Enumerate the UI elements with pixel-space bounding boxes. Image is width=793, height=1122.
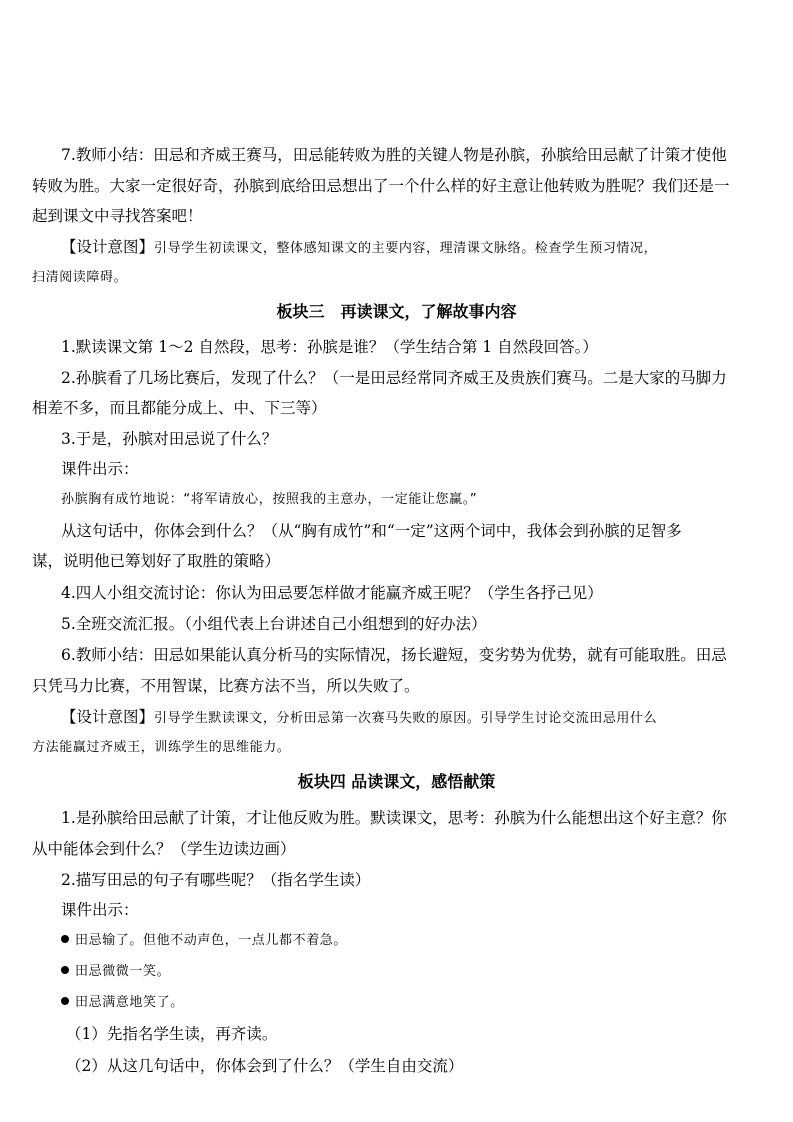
text-line: 转败为胜。大家一定很好奇，孙膑到底给田忌想出了一个什么样的好主意让他转败为胜呢？我们还是一 [32, 177, 730, 195]
text-line: 起到课文中寻找答案吧！ [32, 207, 203, 225]
text-line: 谋，说明他已筹划好了取胜的策略） [32, 552, 281, 570]
design-intent-line [61, 707, 761, 729]
bullet-item: 田忌微微一笑。 [61, 962, 761, 982]
text-line: 从这句话中，你体会到什么？（从“胸有成竹”和“一定”这两个词中，我体会到孙膑的足智多 [61, 522, 682, 540]
design-intent-text: 引导学生默读课文，分析田忌第一次赛马失败的原因。引导学生讨论交流田忌用什么 [154, 711, 658, 726]
text-line: 相差不多，而且都能分成上、中、下三等） [32, 399, 327, 417]
bullet-icon [61, 935, 69, 943]
text-line: 只凭马力比赛，不用智谋，比赛方法不当，所以失败了。 [32, 677, 420, 695]
design-intent-tag: 【设计意图】 [61, 238, 155, 256]
text-line: 课件出示： [61, 901, 139, 919]
text-line: 扫清阅读障碍。 [32, 270, 128, 285]
text-line: （2）从这几句话中，你体会到了什么？（学生自由交流） [66, 1057, 464, 1075]
bullet-item: 田忌输了。但他不动声色，一点儿都不着急。 [61, 931, 761, 951]
text-line: 从中能体会到什么？（学生边读边画） [32, 840, 296, 858]
design-intent-text: 引导学生初读课文，整体感知课文的主要内容，理清课文脉络。检查学生预习情况， [154, 241, 658, 256]
text-line: 7.教师小结：田忌和齐威王赛马，田忌能转败为胜的关键人物是孙膑，孙膑给田忌献了计策才使他 [61, 146, 727, 164]
text-line: 6.教师小结：田忌如果能认真分析马的实际情况，扬长避短，变劣势为优势，就有可能取胜。田忌 [61, 646, 727, 664]
text-line: 1.是孙膑给田忌献了计策，才让他反败为胜。默读课文，思考：孙膑为什么能想出这个好主意？你 [61, 809, 727, 827]
bullet-icon [61, 997, 69, 1005]
text-line: 3.于是，孙膑对田忌说了什么？ [61, 430, 278, 448]
text-line: 1.默读课文第 1～2 自然段，思考：孙膑是谁？（学生结合第 1 自然段回答。） [61, 338, 598, 356]
quote-line: 孙膑胸有成竹地说：“将军请放心，按照我的主意办，一定能让您赢。” [61, 492, 478, 507]
section-heading: 板块四 品读课文，感悟献策 [297, 772, 496, 791]
text-line: 课件出示： [61, 460, 139, 478]
design-intent-tag: 【设计意图】 [61, 708, 155, 726]
section-heading: 板块三 再读课文，了解故事内容 [276, 302, 517, 321]
bullet-item: 田忌满意地笑了。 [61, 993, 761, 1013]
text-line: 方法能赢过齐威王，训练学生的思维能力。 [32, 740, 291, 755]
design-intent-line [61, 237, 761, 259]
text-line: 5.全班交流汇报。（小组代表上台讲述自己小组想到的好办法） [61, 615, 487, 633]
bullet-icon [61, 966, 69, 974]
text-line: 2.孙膑看了几场比赛后，发现了什么？（一是田忌经常同齐威王及贵族们赛马。二是大家的马脚力 [61, 369, 727, 387]
text-line: 2.描写田忌的句子有哪些呢？（指名学生读） [61, 871, 371, 889]
text-line: 4.四人小组交流讨论：你认为田忌要怎样做才能赢齐威王呢？（学生各抒己见） [61, 584, 603, 602]
text-line: （1）先指名学生读，再齐读。 [66, 1025, 278, 1043]
